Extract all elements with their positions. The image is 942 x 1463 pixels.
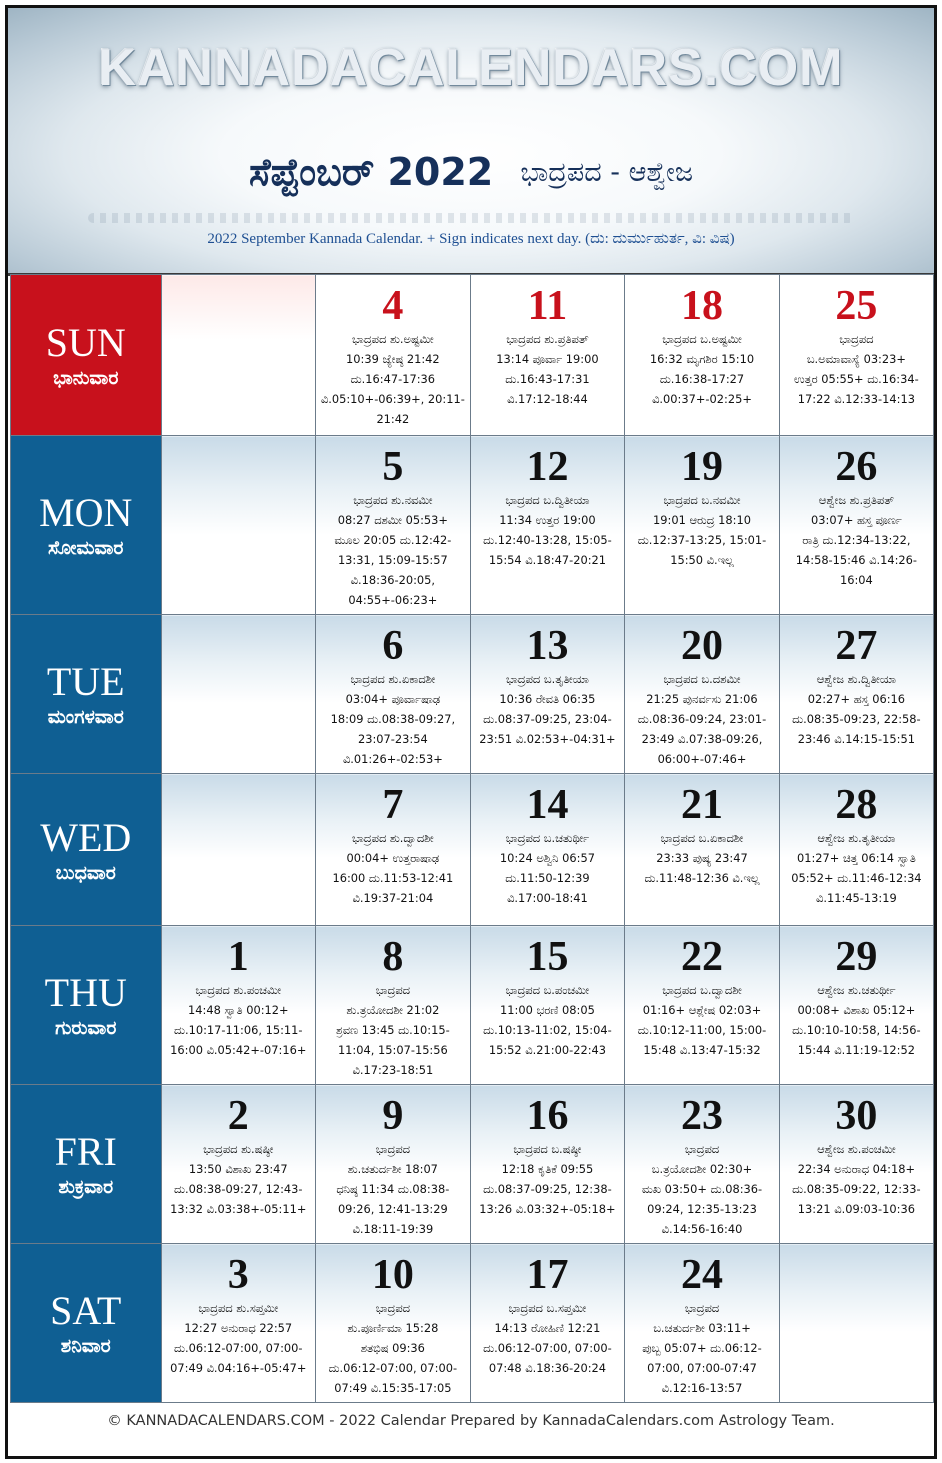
- month-title: ಸೆಪ್ಟೆಂಬರ್ 2022: [248, 150, 494, 194]
- weekday-name-kn: ಮಂಗಳವಾರ: [47, 706, 124, 728]
- day-cell: [316, 774, 471, 926]
- panchang-details: ಭಾದ್ರಪದ ಬ.ದ್ವಾದಶೀ 01:16+ ಆಶ್ಲೇಷ 02:03+ ದು.10:12-11:00, 15:00- 15:48 ವಿ.13:47-15:32: [637, 983, 767, 1057]
- weekday-label: [11, 275, 162, 436]
- weekday-name-kn: ಬುಧವಾರ: [55, 861, 116, 884]
- day-cell: [470, 774, 625, 926]
- day-cell: [470, 1085, 625, 1244]
- day-cell: [161, 1085, 316, 1244]
- empty-day-cell: [161, 275, 316, 436]
- panchang-details: ಭಾದ್ರಪದ ಬ.ತ್ರಯೋದಶೀ 02:30+ ಮಖ 03:50+ ದು.08:36- 09:24, 12:35-13:23 ವಿ.14:56-16:40: [641, 1142, 763, 1236]
- day-cell: [779, 1085, 933, 1244]
- weekday-name-en: MON: [39, 490, 133, 535]
- date-number: 25: [835, 283, 878, 329]
- empty-day-cell: [779, 1244, 933, 1403]
- panchang-details: ಭಾದ್ರಪದ ಶು.ನವಮೀ 08:27 ದಶಮೀ 05:53+ ಮೂಲ 20:05 ದು.12:42- 13:31, 15:09-15:57 ವಿ.18:36-20:05, 04:55+-06:23+: [334, 493, 452, 607]
- day-cell: [625, 774, 780, 926]
- calendar-subtitle: 2022 September Kannada Calendar. + Sign indicates next day. (ದು: ದುರ್ಮುಹುರ್ತ, ವಿ: ವಿಷ): [207, 231, 735, 247]
- calendar-header: [8, 8, 934, 276]
- date-number: 9: [382, 1093, 404, 1139]
- date-number: 8: [382, 934, 404, 980]
- panchang-details: ಭಾದ್ರಪದ ಬ.ನವಮೀ 19:01 ಆರುದ್ರ 18:10 ದು.12:37-13:25, 15:01- 15:50 ವಿ.ಇಲ್ಲ: [637, 493, 767, 567]
- day-cell: [625, 1085, 780, 1244]
- date-number: 1: [227, 934, 249, 980]
- day-cell: [470, 926, 625, 1085]
- empty-day-cell: [161, 436, 316, 615]
- panchang-details: ಆಶ್ವೇಜ ಶು.ಪ್ರತಿಪತ್ 03:07+ ಹಸ್ತ ಪೂರ್ಣ ರಾತ್ರಿ ದು.12:34-13:22, 14:58-15:46 ವಿ.14:26- 16:04: [795, 493, 918, 587]
- week-row-thu: [11, 926, 934, 1085]
- date-number: 5: [382, 444, 404, 490]
- day-cell: [470, 615, 625, 774]
- day-cell: [625, 1244, 780, 1403]
- date-number: 30: [835, 1093, 878, 1139]
- panchang-details: ಆಶ್ವೇಜ ಶು.ಪಂಚಮೀ 22:34 ಅನುರಾಧ 04:18+ ದು.08:35-09:22, 12:33- 13:21 ವಿ.09:03-10:36: [792, 1142, 921, 1216]
- panchang-details: ಭಾದ್ರಪದ ಶು.ಚತುರ್ದಶೀ 18:07 ಧನಿಷ್ಠ 11:34 ದು.08:38- 09:26, 12:41-13:29 ವಿ.18:11-19:39: [336, 1142, 450, 1236]
- date-number: 26: [835, 444, 878, 490]
- date-number: 21: [681, 782, 723, 828]
- day-cell: [779, 615, 933, 774]
- weekday-name-en: TUE: [46, 659, 125, 704]
- panchang-details: ಭಾದ್ರಪದ ಶು.ತ್ರಯೋದಶೀ 21:02 ಶ್ರವಣ 13:45 ದು.10:15- 11:04, 15:07-15:56 ವಿ.17:23-18:51: [336, 983, 450, 1077]
- panchang-details: ಭಾದ್ರಪದ ಬ.ಏಕಾದಶೀ 23:33 ಪುಷ್ಯ 23:47 ದು.11:48-12:36 ವಿ.ಇಲ್ಲ: [644, 831, 760, 885]
- day-cell: [779, 926, 933, 1085]
- day-cell: [779, 275, 933, 436]
- day-cell: [470, 275, 625, 436]
- panchang-details: ಭಾದ್ರಪದ ಬ.ಅಷ್ಟಮೀ 16:32 ಮೃಗಶಿರ 15:10 ದು.16:38-17:27 ವಿ.00:37+-02:25+: [649, 332, 755, 406]
- date-number: 7: [382, 782, 404, 828]
- day-cell: [316, 436, 471, 615]
- panchang-details: ಭಾದ್ರಪದ ಬ.ಷಷ್ಠೀ 12:18 ಕೃತಿಕೆ 09:55 ದು.08:37-09:25, 12:38- 13:26 ವಿ.03:32+-05:18+: [479, 1142, 616, 1216]
- panchang-details: ಭಾದ್ರಪದ ಬ.ಸಪ್ತಮೀ 14:13 ರೋಹಿಣಿ 12:21 ದು.06:12-07:00, 07:00- 07:48 ವಿ.18:36-20:24: [483, 1301, 612, 1375]
- date-number: 17: [526, 1252, 569, 1298]
- empty-day-cell: [161, 615, 316, 774]
- weekday-name-kn: ಭಾನುವಾರ: [53, 367, 119, 389]
- date-number: 6: [382, 623, 404, 669]
- week-row-sat: [11, 1244, 934, 1403]
- date-number: 24: [681, 1252, 723, 1298]
- weekday-name-en: THU: [44, 970, 127, 1015]
- panchang-details: ಭಾದ್ರಪದ ಬ.ದ್ವಿತೀಯಾ 11:34 ಉತ್ತರ 19:00 ದು.12:40-13:28, 15:05- 15:54 ವಿ.18:47-20:21: [483, 493, 612, 567]
- panchang-details: ಭಾದ್ರಪದ ಶು.ಪಂಚಮೀ 14:48 ಸ್ವಾತಿ 00:12+ ದು.10:17-11:06, 15:11- 16:00 ವಿ.05:42+-07:16+: [170, 983, 307, 1057]
- panchang-details: ಆಶ್ವೇಜ ಶು.ಚತುರ್ಥೀ 00:08+ ವಿಶಾಖ 05:12+ ದು.10:10-10:58, 14:56- 15:44 ವಿ.11:19-12:52: [792, 983, 921, 1057]
- date-number: 16: [526, 1093, 569, 1139]
- date-number: 27: [835, 623, 878, 669]
- panchang-details: ಆಶ್ವೇಜ ಶು.ದ್ವಿತೀಯಾ 02:27+ ಹಸ್ತ 06:16 ದು.08:35-09:23, 22:58- 23:46 ವಿ.14:15-15:51: [792, 672, 921, 746]
- panchang-details: ಭಾದ್ರಪದ ಶು.ದ್ವಾದಶೀ 00:04+ ಉತ್ತರಾಷಾಢ 16:00 ದು.11:53-12:41 ವಿ.19:37-21:04: [332, 831, 454, 905]
- weekday-name-en: SAT: [50, 1288, 122, 1333]
- weekday-label: [11, 926, 162, 1085]
- weekday-name-kn: ಗುರುವಾರ: [55, 1017, 117, 1039]
- panchang-details: ಭಾದ್ರಪದ ಶು.ಪೂರ್ಣಿಮಾ 15:28 ಶತಭಿಷ 09:36 ದು.06:12-07:00, 07:00- 07:49 ವಿ.15:35-17:05: [328, 1301, 458, 1395]
- date-number: 22: [681, 934, 723, 980]
- calendar-page: [5, 5, 937, 1459]
- weekday-name-en: WED: [40, 814, 132, 860]
- weekday-label: [11, 774, 162, 926]
- panchang-details: ಭಾದ್ರಪದ ಶು.ಪ್ರತಿಪತ್ 13:14 ಪೂರ್ವಾ 19:00 ದು.16:43-17:31 ವಿ.17:12-18:44: [496, 332, 599, 406]
- day-cell: [625, 436, 780, 615]
- panchang-details: ಭಾದ್ರಪದ ಬ.ಅಮಾವಾಸ್ಯೆ 03:23+ ಉತ್ತರ 05:55+ ದು.16:34- 17:22 ವಿ.12:33-14:13: [794, 332, 919, 406]
- date-number: 11: [527, 283, 568, 329]
- site-title: KANNADACALENDARS.COM: [98, 39, 844, 97]
- day-cell: [316, 926, 471, 1085]
- day-cell: [470, 1244, 625, 1403]
- date-number: 20: [681, 623, 723, 669]
- weekday-name-kn: ಶುಕ್ರವಾರ: [58, 1176, 114, 1198]
- week-row-sun: [11, 275, 934, 436]
- copyright-footer: © KANNADACALENDARS.COM - 2022 Calendar Prepared by KannadaCalendars.com Astrology Team.: [107, 1413, 835, 1429]
- date-number: 4: [382, 283, 404, 329]
- day-cell: [779, 436, 933, 615]
- panchang-details: ಭಾದ್ರಪದ ಬ.ಪಂಚಮೀ 11:00 ಭರಣಿ 08:05 ದು.10:13-11:02, 15:04- 15:52 ವಿ.21:00-22:43: [483, 983, 612, 1057]
- date-number: 10: [371, 1252, 414, 1298]
- day-cell: [316, 275, 471, 436]
- date-number: 23: [681, 1093, 723, 1139]
- week-row-fri: [11, 1085, 934, 1244]
- panchang-details: ಭಾದ್ರಪದ ಬ.ತೃತೀಯಾ 10:36 ರೇವತಿ 06:35 ದು.08:37-09:25, 23:04- 23:51 ವಿ.02:53+-04:31+: [479, 672, 616, 746]
- day-cell: [625, 926, 780, 1085]
- day-cell: [316, 1085, 471, 1244]
- day-cell: [161, 1244, 316, 1403]
- day-cell: [470, 436, 625, 615]
- weekday-label: [11, 615, 162, 774]
- day-cell: [161, 926, 316, 1085]
- week-row-wed: [11, 774, 934, 926]
- weekday-label: [11, 436, 162, 615]
- weekday-name-kn: ಸೋಮವಾರ: [48, 537, 124, 559]
- week-row-mon: [11, 436, 934, 615]
- empty-day-cell: [161, 774, 316, 926]
- day-cell: [625, 275, 780, 436]
- weekday-name-en: FRI: [54, 1129, 117, 1174]
- date-number: 14: [526, 782, 569, 828]
- panchang-details: ಆಶ್ವೇಜ ಶು.ತೃತೀಯಾ 01:27+ ಚಿತ್ತ 06:14 ಸ್ವಾತಿ 05:52+ ದು.11:46-12:34 ವಿ.11:45-13:19: [791, 831, 922, 905]
- panchang-details: ಭಾದ್ರಪದ ಬ.ಚತುರ್ಥೀ 10:24 ಅಶ್ವಿನಿ 06:57 ದು.11:50-12:39 ವಿ.17:00-18:41: [499, 831, 595, 905]
- calendar-grid: [10, 274, 934, 1403]
- panchang-details: ಭಾದ್ರಪದ ಬ.ದಶಮೀ 21:25 ಪುನರ್ವಸು 21:06 ದು.08:36-09:24, 23:01- 23:49 ವಿ.07:38-09:26, 06:00+-07:46+: [637, 672, 767, 766]
- panchang-details: ಭಾದ್ರಪದ ಶು.ಷಷ್ಠೀ 13:50 ವಿಶಾಖ 23:47 ದು.08:38-09:27, 12:43- 13:32 ವಿ.03:38+-05:11+: [170, 1142, 307, 1216]
- day-cell: [316, 1244, 471, 1403]
- decorative-divider: [88, 213, 854, 223]
- date-number: 12: [526, 444, 569, 490]
- date-number: 13: [526, 623, 569, 669]
- day-cell: [625, 615, 780, 774]
- date-number: 29: [835, 934, 878, 980]
- panchang-details: ಭಾದ್ರಪದ ಶು.ಏಕಾದಶೀ 03:04+ ಪೂರ್ವಾಷಾಢ 18:09 ದು.08:38-09:27, 23:07-23:54 ವಿ.01:26+-02:53+: [330, 672, 456, 766]
- day-cell: [316, 615, 471, 774]
- date-number: 3: [227, 1252, 249, 1298]
- date-number: 19: [681, 444, 723, 490]
- weekday-label: [11, 1244, 162, 1403]
- panchang-details: ಭಾದ್ರಪದ ಬ.ಚತುರ್ದಶೀ 03:11+ ಪುಬ್ಬ 05:07+ ದು.06:12- 07:00, 07:00-07:47 ವಿ.12:16-13:57: [642, 1301, 762, 1395]
- date-number: 2: [227, 1093, 249, 1139]
- lunar-months: ಭಾದ್ರಪದ - ಆಶ್ವೇಜ: [520, 156, 694, 188]
- date-number: 15: [526, 934, 569, 980]
- day-cell: [779, 774, 933, 926]
- weekday-label: [11, 1085, 162, 1244]
- panchang-details: ಭಾದ್ರಪದ ಶು.ಅಷ್ಟಮೀ 10:39 ಜ್ಯೇಷ್ಠ 21:42 ದು.16:47-17:36 ವಿ.05:10+-06:39+, 20:11- 21:42: [320, 332, 465, 426]
- panchang-details: ಭಾದ್ರಪದ ಶು.ಸಪ್ತಮೀ 12:27 ಅನುರಾಧ 22:57 ದು.06:12-07:00, 07:00- 07:49 ವಿ.04:16+-05:47+: [170, 1301, 307, 1375]
- date-number: 18: [681, 283, 723, 329]
- weekday-name-en: SUN: [45, 320, 126, 365]
- weekday-name-kn: ಶನಿವಾರ: [60, 1335, 111, 1357]
- week-row-tue: [11, 615, 934, 774]
- date-number: 28: [835, 782, 878, 828]
- month-row: [8, 150, 934, 195]
